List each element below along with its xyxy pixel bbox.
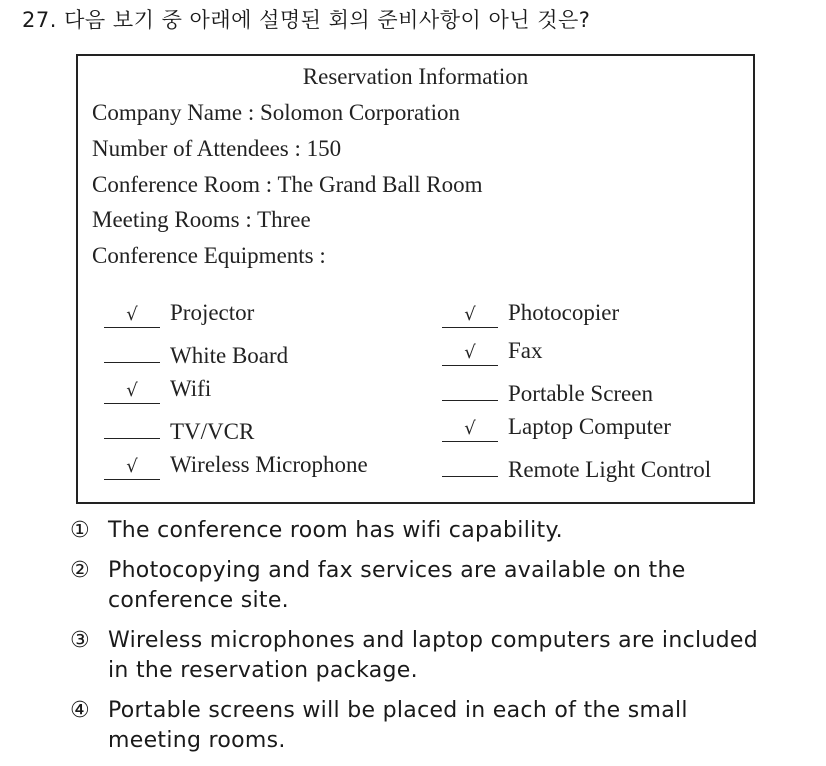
option-number: ③ <box>70 628 91 653</box>
check-mark: √ <box>442 303 498 328</box>
attendees-line: Number of Attendees : 150 <box>92 136 342 161</box>
check-mark: √ <box>104 303 160 328</box>
check-mark: √ <box>442 417 498 442</box>
option-number: ② <box>70 558 91 583</box>
equip-label: Photocopier <box>508 300 620 325</box>
equip-label: White Board <box>170 343 289 368</box>
equip-item-laptop-computer <box>442 414 671 442</box>
check-mark: √ <box>442 341 498 366</box>
equip-item-portable-screen <box>442 376 653 407</box>
equip-label: Projector <box>170 300 255 325</box>
check-mark <box>442 452 498 477</box>
equip-item-wifi <box>104 376 211 404</box>
equip-item-wireless-microphone <box>104 452 368 480</box>
equip-item-projector <box>104 300 254 328</box>
company-name-line: Company Name : Solomon Corporation <box>92 100 460 125</box>
option-text: Photocopying and fax services are available on the conference site. <box>108 558 686 613</box>
equip-label: Wifi <box>170 376 212 401</box>
answer-option-1[interactable] <box>70 516 770 546</box>
check-mark <box>442 376 498 401</box>
check-mark: √ <box>104 379 160 404</box>
equip-label: Remote Light Control <box>508 457 712 482</box>
option-number: ④ <box>70 698 91 723</box>
answer-option-4[interactable] <box>70 696 770 756</box>
check-mark <box>104 338 160 363</box>
option-text: Wireless microphones and laptop computers are included in the reservation package. <box>108 628 758 683</box>
equip-item-fax <box>442 338 543 366</box>
equipments-heading: Conference Equipments : <box>92 243 326 268</box>
option-text: Portable screens will be placed in each of the small meeting rooms. <box>108 698 688 753</box>
equip-label: Wireless Microphone <box>170 452 368 477</box>
check-mark <box>104 414 160 439</box>
equip-item-remote-light-control <box>442 452 711 483</box>
reservation-info-box <box>76 54 755 504</box>
equip-label: Laptop Computer <box>508 414 671 439</box>
equip-label: TV/VCR <box>170 419 255 444</box>
question-text: 다음 보기 중 아래에 설명된 회의 준비사항이 아닌 것은? <box>64 8 591 32</box>
option-text: The conference room has wifi capability. <box>108 518 563 543</box>
equip-item-photocopier <box>442 300 619 328</box>
conference-room-line: Conference Room : The Grand Ball Room <box>92 172 483 197</box>
answer-option-3[interactable] <box>70 626 770 686</box>
equip-label: Fax <box>508 338 543 363</box>
check-mark: √ <box>104 455 160 480</box>
equip-item-tv-vcr <box>104 414 254 445</box>
answer-option-2[interactable] <box>70 556 770 616</box>
question-header <box>22 4 590 34</box>
answer-options <box>70 516 770 766</box>
equip-item-white-board <box>104 338 288 369</box>
question-number: 27. <box>22 8 57 32</box>
equip-label: Portable Screen <box>508 381 653 406</box>
meeting-rooms-line: Meeting Rooms : Three <box>92 207 311 232</box>
box-title: Reservation Information <box>302 64 529 89</box>
option-number: ① <box>70 518 91 543</box>
